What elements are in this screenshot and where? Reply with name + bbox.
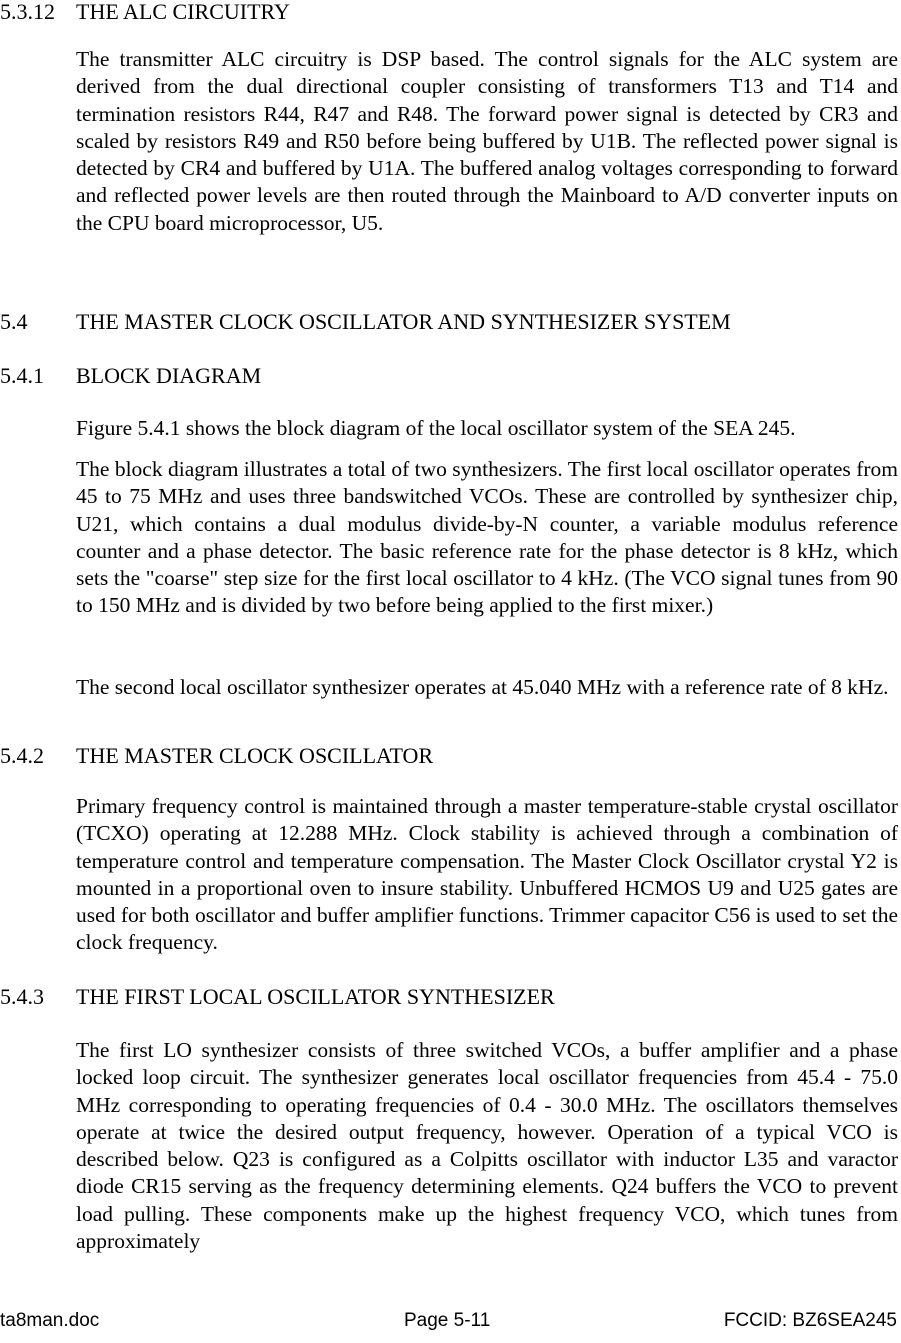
section-number: 5.4 [0,309,28,334]
section-heading-5-4-3 [0,983,555,1011]
section-title: THE MASTER CLOCK OSCILLATOR AND SYNTHESIZER SYSTEM [76,309,731,334]
paragraph-block-diagram-synthesizers: The block diagram illustrates a total of two synthesizers. The first local oscillator operates from 45 to 75 MHz and uses three bandswitched VCOs. These are controlled by synthesizer chip, U21, which contains a dual modulus divide-by-N counter, a variable modulus reference counter and a phase detector. The basic reference rate for the phase detector is 8 kHz, which sets the "coarse" step size for the first local oscillator to 4 kHz. (The VCO signal tunes from 90 to 150 MHz and is divided by two before being applied to the first mixer.) [76,457,898,618]
section-number: 5.4.2 [0,743,44,768]
section-title: THE ALC CIRCUITRY [76,0,290,24]
paragraph-first-lo-synthesizer: The first LO synthesizer consists of three switched VCOs, a buffer amplifier and a phase locked loop circuit. The synthesizer generates local oscillator frequencies from 45.4 - 75.0 MHz corresponding to operating frequencies of 0.4 - 30.0 MHz. The oscillators themselves operate at twice the desired output frequency, however. Operation of a typical VCO is described below. Q23 is configured as a Colpitts oscillator with inductor L35 and varactor diode CR15 serving as the frequency determining elements. Q24 buffers the VCO to prevent load pulling. These components make up the highest frequency VCO, which tunes from approximately [76,1038,898,1254]
section-number: 5.4.3 [0,984,44,1009]
footer-page-number: Page 5-11 [404,1310,491,1331]
paragraph-second-lo: The second local oscillator synthesizer operates at 45.040 MHz with a reference rate of 8 kHz. [76,675,889,699]
section-number: 5.3.12 [0,0,55,24]
section-heading-5-4 [0,308,731,336]
paragraph-block-diagram-intro: Figure 5.4.1 shows the block diagram of the local oscillator system of the SEA 245. [76,416,796,440]
section-title: THE MASTER CLOCK OSCILLATOR [76,743,434,768]
footer-filename: ta8man.doc [0,1310,100,1331]
section-title: THE FIRST LOCAL OSCILLATOR SYNTHESIZER [76,984,555,1009]
paragraph-master-clock: Primary frequency control is maintained through a master temperature-stable crystal oscillator (TCXO) operating at 12.288 MHz. Clock stability is achieved through a combination of temperature control and temperature compensation. The Master Clock Oscillator crystal Y2 is mounted in a proportional oven to insure stability. Unbuffered HCMOS U9 and U25 gates are used for both oscillator and buffer amplifier functions. Trimmer capacitor C56 is used to set the clock frequency. [76,794,898,955]
section-heading-5-4-1 [0,362,261,390]
paragraph-alc-circuitry: The transmitter ALC circuitry is DSP based. The control signals for the ALC system are derived from the dual directional coupler consisting of transformers T13 and T14 and termination resistors R44, R47 and R48. The forward power signal is detected by CR3 and scaled by resistors R49 and R50 before being buffered by U1B. The reflected power signal is detected by CR4 and buffered by U1A. The buffered analog voltages corresponding to forward and reflected power levels are then routed through the Mainboard to A/D converter inputs on the CPU board microprocessor, U5. [76,47,898,235]
footer-fcc-id: FCCID: BZ6SEA245 [723,1310,897,1331]
section-number: 5.4.1 [0,363,44,388]
section-heading-5-4-2 [0,742,433,770]
section-heading-5-3-12 [0,0,290,26]
section-title: BLOCK DIAGRAM [76,363,262,388]
